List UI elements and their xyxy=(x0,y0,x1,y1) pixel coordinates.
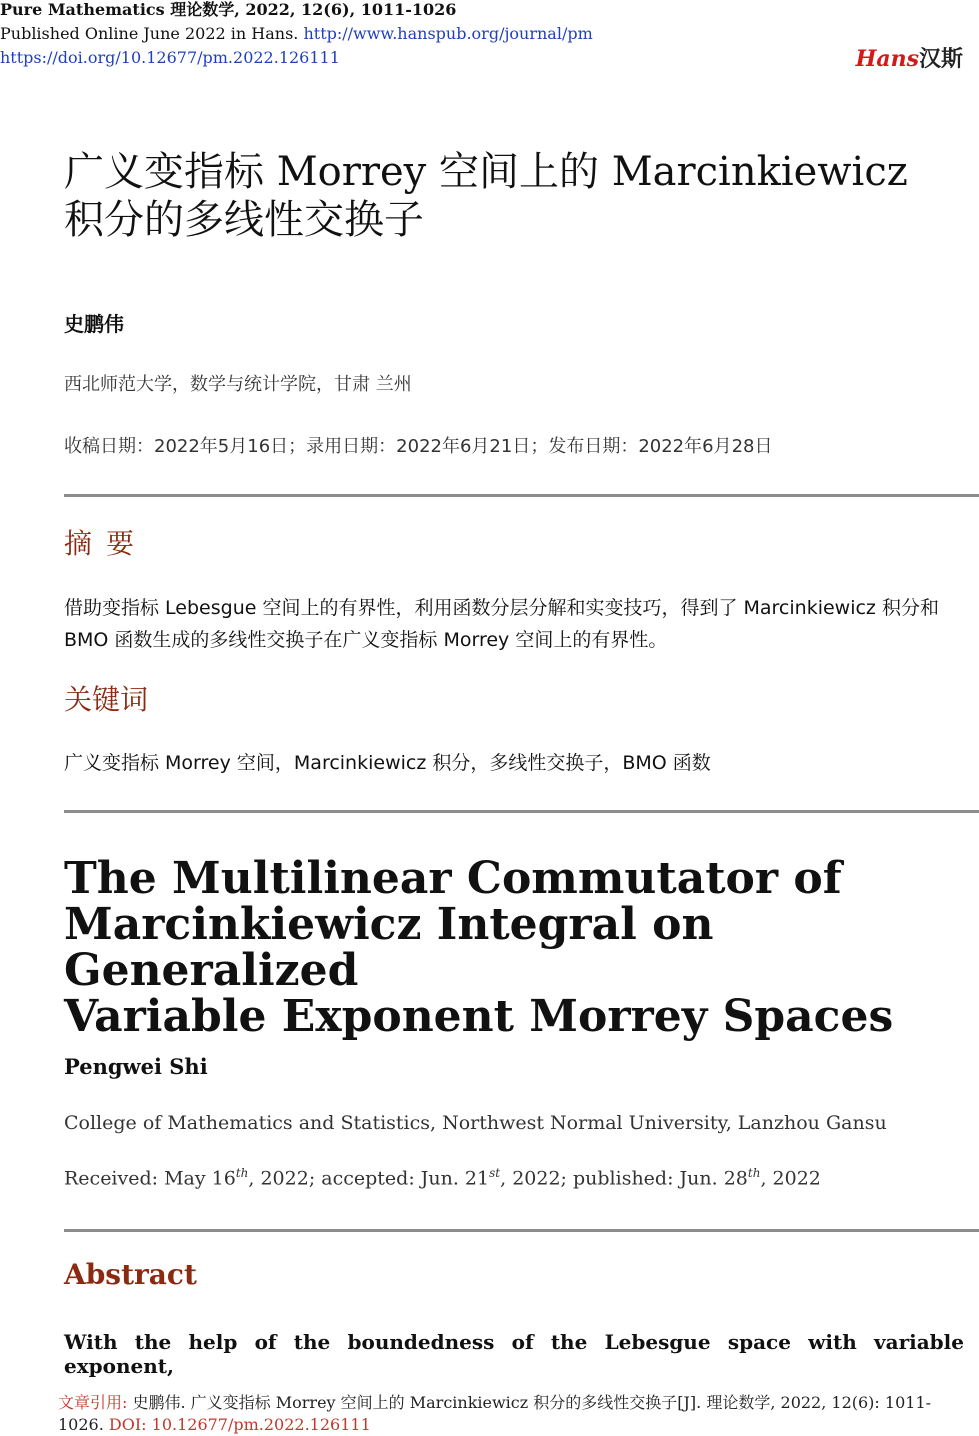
title-cn-line2: 积分的多线性交换子 xyxy=(64,197,424,243)
affiliation-cn: 西北师范大学，数学与统计学院，甘肃 兰州 xyxy=(64,374,412,395)
accepted-sup: st xyxy=(489,1166,501,1180)
title-cn-latin1: Morrey xyxy=(276,149,427,195)
citation-text: 史鹏伟. 广义变指标 Morrey 空间上的 Marcinkiewicz 积分的多线性交换子[J]. 理论数学, 2022, 12(6): 1011-1026. xyxy=(58,1393,932,1434)
paper-title-cn xyxy=(64,148,969,244)
abstract-text-cn: 借助变指标 Lebesgue 空间上的有界性，利用函数分层分解和实变技巧，得到了 Marcinkiewicz 积分和 BMO 函数生成的多线性交换子在广义变指标 Morrey 空间上的有界性。 xyxy=(64,597,939,651)
abstract-heading-en: Abstract xyxy=(64,1258,197,1291)
received-sup: th xyxy=(235,1166,249,1180)
author-en: Pengwei Shi xyxy=(64,1054,208,1079)
journal-url-link[interactable]: http://www.hanspub.org/journal/pm xyxy=(303,24,593,43)
title-en-line3: Variable Exponent Morrey Spaces xyxy=(64,991,894,1042)
abstract-text-en: With the help of the boundedness of the Lebesgue space with variable exponent, xyxy=(64,1330,964,1378)
accepted-date: , 2022; accepted: Jun. 21 xyxy=(248,1167,490,1190)
title-cn-latin2: Marcinkiewicz xyxy=(611,149,908,195)
citation-doi-link[interactable]: DOI: 10.12677/pm.2022.126111 xyxy=(108,1415,371,1434)
title-cn-part1: 广义变指标 xyxy=(64,149,277,195)
dates-cn: 收稿日期：2022年5月16日；录用日期：2022年6月21日；发布日期：2022年6月28日 xyxy=(64,436,773,457)
published-prefix: Published Online June 2022 in Hans. xyxy=(0,24,299,43)
keywords-heading-cn: 关键词 xyxy=(64,683,149,716)
title-en-line2: Marcinkiewicz Integral on Generalized xyxy=(64,899,714,996)
abstract-heading-cn: 摘要 xyxy=(64,527,149,560)
published-line xyxy=(0,24,593,44)
logo-latin: Hans xyxy=(855,46,919,72)
affiliation-en: College of Mathematics and Statistics, Northwest Normal University, Lanzhou Gansu xyxy=(64,1112,887,1134)
logo-cn: 汉斯 xyxy=(918,46,963,72)
title-cn-part2: 空间上的 xyxy=(426,149,612,195)
year-end: , 2022 xyxy=(760,1167,821,1190)
doi-url-link[interactable]: https://doi.org/10.12677/pm.2022.126111 xyxy=(0,48,340,67)
divider xyxy=(64,494,979,497)
received-date: Received: May 16 xyxy=(64,1167,236,1190)
divider xyxy=(64,1229,979,1232)
keywords-cn: 广义变指标 Morrey 空间，Marcinkiewicz 积分，多线性交换子，BMO 函数 xyxy=(64,752,711,774)
dates-en xyxy=(64,1166,821,1189)
paper-title-en xyxy=(64,853,969,1042)
citation-footer xyxy=(58,1392,958,1436)
citation-label: 文章引用: xyxy=(58,1393,128,1412)
author-cn: 史鹏伟 xyxy=(64,312,124,336)
journal-header: Pure Mathematics 理论数学, 2022, 12(6), 1011-1026 xyxy=(0,0,457,19)
divider xyxy=(64,810,979,813)
published-sup: th xyxy=(747,1166,761,1180)
published-date: , 2022; published: Jun. 28 xyxy=(500,1167,748,1190)
title-en-line1: The Multilinear Commutator of xyxy=(64,853,842,904)
hans-logo xyxy=(856,42,963,73)
